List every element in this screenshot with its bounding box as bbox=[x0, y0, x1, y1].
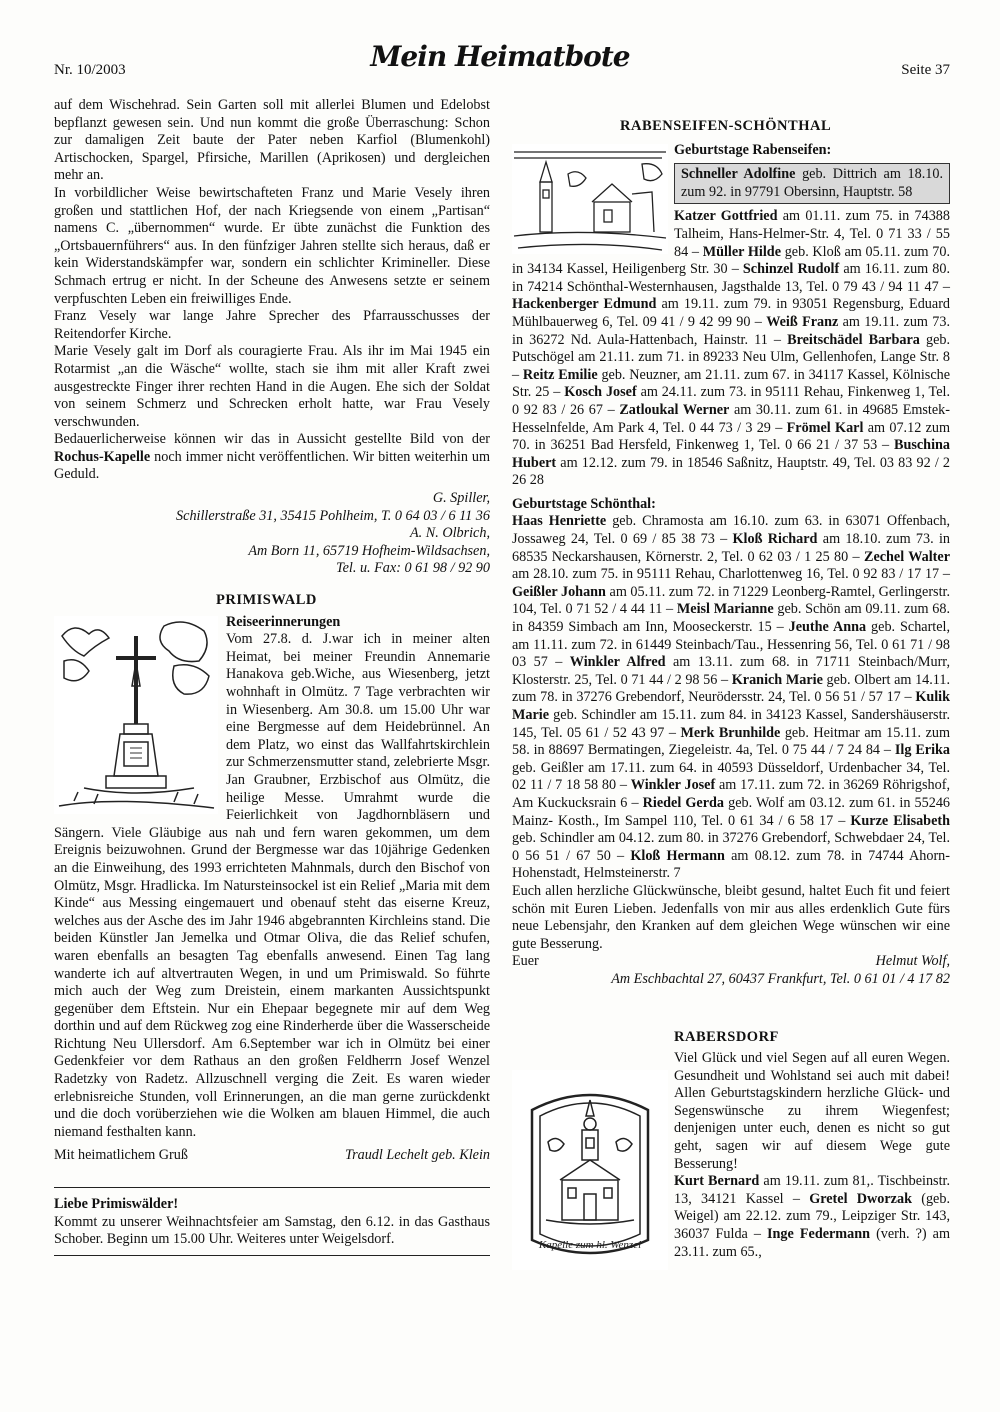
cross-illustration bbox=[54, 616, 218, 814]
box-text: Kommt zu unserer Weihnachtsfeier am Samstag, den 6.12. in das Gasthaus Schober. Beginn um 15.00 Uhr. Weiteres unter Weigelsdorf. bbox=[54, 1213, 490, 1248]
page-number: Seite 37 bbox=[901, 62, 950, 78]
signature: A. N. Olbrich, bbox=[410, 525, 490, 542]
birthday-list-schoenthal: Haas Henriette geb. Chramosta am 16.10. zum 63. in 63071 Offenbach, Jossaweg 24, Tel. 0 69 / 85 38 73 – Kloß Richard am 18.10. zum 73. in 68535 Neckarshausen, Körnerstr. 2, Tel. 0 62 03 / 1 25 80 – Zechel Walter am 28.10. zum 75. in 95111 Rehau, Charlottenweg 16, Tel. 0 92 83 / 17 17 – Geißler Johann am 05.11. zum 72. in 71229 Leonberg-Ramtel, Gerlingerstr. 104, Tel. 0 71 52 / 4 44 11 – Meisl Marianne geb. Schön am 09.11. zum 68. in 84359 Simbach am Inn, Mooseckerstr. 15 – Jeuthe Anna geb. Schartel, am 11.11. zum 72. in 61449 Steinbach/Tau., Hessenring 56, Tel. 0 61 71 / 98 03 57 – Winkler Alfred am 13.11. zum 68. in 71711 Steinbach/Murr, Klosterstr. 25, Tel. 0 71 44 / 2 98 56 – Kranich Marie geb. Olbert am 14.11. zum 78. in 37276 Grebendorf, Neurödersstr. 24, Tel. 0 56 51 / 57 17 – Kulik Marie geb. Schindler am 15.11. zum 84. in 34123 Kassel, Sandershäuserstr. 145, Tel. 05 61 / 52 43 97 – Merk Brunhilde geb. Heitmar am 15.11. zum 58. in 88697 Bermatingen, Ziegeleistr. 4a, Tel. 0 75 44 / 7 24 84 – Ilg Erika geb. Geißler am 17.11. zum 64. in 40593 Düsseldorf, Urdenbacher 34, Tel. 02 11 / 7 18 58 80 – Winkler Josef am 17.11. zum 72. in 36269 Röhrigshof, Am Kuckucksrain 6 – Riedel Gerda geb. Wolf am 03.12. zum 61. in 55246 Mainz- Kosth., Im Sampel 110, Tel. 0 61 34 / 6 58 17 – Kurze Elisabeth geb. Schindler am 04.12. zum 80. in 37276 Grebendorf, Schwebdaer 24, Tel. 0 56 51 / 67 50 – Kloß Hermann am 08.12. zum 78. in 74744 Ahorn-Hohenstadt, Helmsteinerstr. 7 bbox=[512, 513, 951, 882]
masthead-title: Mein Heimatbote bbox=[370, 40, 630, 73]
paragraph-rochus: Bedauerlicherweise können wir das in Aussicht gestellte Bild von der Rochus-Kapelle noch immer nicht veröffentlichen. Wir bitten weiterhin um Geduld. bbox=[54, 431, 491, 483]
highlight-box: Schneller Adolfine geb. Dittrich am 18.10. zum 92. in 97791 Obersinn, Hauptstr. 58 bbox=[674, 163, 950, 204]
subtitle-reiseerinnerungen: Reiseerinnerungen bbox=[226, 613, 341, 630]
signature-address: Am Eschbachtal 27, 60437 Frankfurt, Tel. 0 61 01 / 4 17 82 bbox=[611, 970, 950, 987]
birthday-list-rabersdorf: Kurt Bernard am 19.11. zum 81,. Tischbeinstr. 13, 34121 Kassel – Gretel Dworzak (geb. Weigel) am 22.12. zum 79., Leipziger Str. 143, 36037 Fulda – Inge Federmann (verh. ?) am 23.11. zum 65., bbox=[674, 1173, 951, 1260]
greeting: Mit heimatlichem Gruß bbox=[54, 1147, 188, 1164]
issue-number: Nr. 10/2003 bbox=[54, 62, 126, 78]
paragraph: auf dem Wischehrad. Sein Garten soll mit allerlei Blumen und Edelobst bepflanzt gewesen sein. Und nun kommt die große Überraschung: Schon zur damaligen Zeit baute der Pater neben Karfiol (Blumenkohl) Artischocken, Spargel, Pfirsiche, Marillen (Aprikosen) und dergleichen mehr an. bbox=[54, 97, 490, 184]
emblem-label: Kapelle zum hl. Wenzel bbox=[538, 1239, 642, 1252]
signature: Am Born 11, 65719 Hofheim-Wildsachsen, bbox=[248, 542, 490, 559]
signature-name: Helmut Wolf, bbox=[875, 953, 950, 970]
birthday-list-rabenseifen: Katzer Gottfried am 01.11. zum 75. in 74388 Talheim, Hans-Helmer-Str. 4, Tel. 0 71 33 / 55 84 – Müller Hilde geb. Kloß am 05.11. zum 70. in 34134 Kassel, Heiligenberg Str. 30 – Schinzel Rudolf am 16.11. zum 80. in 74214 Schönthal-Westernhausen, Jagsthalde 13, Tel. 0 79 43 / 94 11 47 – Hackenberger Edmund am 19.11. zum 79. in 93051 Regensburg, Eduard Mühlbauerweg 6, Tel. 09 41 / 9 42 99 90 – Weiß Franz am 19.11. zum 73. in 36272 Nd. Aula-Hattenbach, Hainstr. 11 – Breitschädel Barbara geb. Putschögel am 21.11. zum 71. in 89233 Neu Ulm, Gellenhofen, Lange Str. 8 – Reitz Emilie geb. Neuzner, am 21.11. zum 67. in 34117 Kassel, Kölnische Str. 25 – Kosch Josef am 24.11. zum 73. in 95111 Rehau, Finkenweg 1, Tel. 0 92 83 / 26 67 – Zatloukal Werner am 30.11. zum 61. in 49685 Emstek-Hesselnfelde, Am Park 4, Tel. 0 44 73 / 3 29 – Frömel Karl am 07.12 zum 70. in 36251 Bad Hersfeld, Finkenweg 1, Tel. 0 66 21 / 37 53 – Buschina Hubert am 12.12. zum 79. in 18546 Saßnitz, Hauptstr. 49, Tel. 03 83 92 / 2 26 28 bbox=[512, 208, 951, 489]
divider bbox=[54, 1255, 490, 1256]
section-title-primiswald: PRIMISWALD bbox=[216, 592, 317, 609]
paragraph: Franz Vesely war lange Jahre Sprecher des Pfarrausschusses der Reitendorfer Kirche. bbox=[54, 308, 490, 342]
euer: Euer bbox=[512, 953, 539, 970]
church-illustration bbox=[512, 144, 668, 254]
paragraph: In vorbildlicher Weise bewirtschafteten Franz und Marie Vesely ihren großen und stattlichen Hof, der nach Kriegsende von einem „Partisan“ namens C. „übernommen“ wurde. Er übte zunächst die Funktion des „Ortsbauernführers“ aus. In den fünfziger Jahren stellte sich heraus, daß er kein Widerstandskämpfer war, sondern ein schlichter Krimineller. Diese Schmach ertrug er nicht. In der Scheune des Anwesens setzte er seinem verpfuschten Leben ein freiwilliges Ende. bbox=[54, 184, 490, 307]
rochus-bold: Rochus-Kapelle bbox=[54, 448, 151, 465]
box-title: Liebe Primiswälder! bbox=[54, 1196, 179, 1213]
section-title-rabenseifen: RABENSEIFEN-SCHÖNTHAL bbox=[620, 118, 832, 134]
signature: G. Spiller, bbox=[432, 490, 490, 507]
section-title-rabersdorf: RABERSDORF bbox=[674, 1028, 779, 1045]
story-text: Vom 27.8. d. J.war ich in meiner alten Heimat, bei meiner Freundin Annemarie Hanakova geb.Wiche, aus Wiesenberg, jetzt wohnhaft in Olmütz. 7 Tage verbrachten wir in Wiesenberg. Am 30.8. um 15.00 Uhr war eine Bergmesse auf dem Heidebrünnel. An dem Platz, wo einst das Wallfahrtskirchlein zur Schmerzensmutter stand, zelebrierte Msgr. Jan Graubner, Erzbischof aus Olmütz, die heilige Messe. Umrahmt wurde die Feierlichkeit von Jagdhornbläsern und Sängern. Viele Gläubige aus nah und fern waren gekommen, um dem Ereignis beizuwohnen. Grund der Bergmesse war das 10jährige Gedenken an die Einweihung, des 1993 errichteten Mahnmals, durch den Bischof von Olmütz, Msgr. Hradlicka. Im Natursteinsockel ist ein Relief „Maria mit dem Kinde“ aus Messing eingemauert und obenauf steht das eiserne Kreuz, welches aus der Asche des im Jahr 1946 abgebrannten Kirchleins stand. Die beiden Künstler Jan Jemelka und Otmar Oliva, die das Relief schufen, waren ebenfalls an besagten Tag ebenfalls anwesend. Einen Tag lang wanderte ich auf altvertrauten Wegen, in und um Primiswald. So führte mich auch der Weg zum Dreistein, einem markanten Aussichtspunkt gegenüber dem Eftstein. Nur ein Ehepaar begegnete mir auf dem Weg dorthin und auf dem Rückweg zog eine Rinderherde über die Wasserscheide Richtung Neu Ullersdorf. Am 6.September war ich in Olmütz bei einer Gedenkfeier vor dem Rathaus an den großen Feldherrn Josef Wenzel Radetzky von Radetz. Allzuschnell verging die Zeit. Es waren wieder erlebnisreiche Stunden, voll Erinnerungen, an die man gerne zurückdenkt und die doch vorüberziehen wie die Wolken am blauen Himmel, die auch niemand festhalten kann. bbox=[54, 631, 490, 1140]
birthdays-schoenthal-title: Geburtstage Schönthal: bbox=[512, 495, 656, 512]
paragraph: Marie Vesely galt im Dorf als couragierte Frau. Als ihr im Mai 1945 ein Rotarmist „an die Wäsche“ wollte, stach sie ihm mit aller Kraft zwei ausgestreckte Finger ihrer rechten Hand in die Augen. Ehe sich der Soldat von seinem Schmerz und Schrecken erholt hatte, war Frau Vesely verschwunden. bbox=[54, 343, 490, 430]
author: Traudl Lechelt geb. Klein bbox=[344, 1147, 490, 1164]
birthdays-rabenseifen-title: Geburtstage Rabenseifen: bbox=[674, 141, 832, 158]
left-column bbox=[54, 97, 490, 1262]
divider bbox=[54, 1187, 490, 1188]
rabersdorf-text: Viel Glück und viel Segen auf all euren Wegen. Gesundheit und Wohlstand sei auch mit dabei! Allen Geburtstagskindern herzliche Glück- und Segenswünsche zu ihrem Wiegenfest; denjenigen unter euch, denen es nicht so gut geht, sagen wir auf diesem Wege gute Besserung! bbox=[674, 1050, 950, 1172]
signature: Schillerstraße 31, 35415 Pohlheim, T. 0 64 03 / 6 11 36 bbox=[176, 507, 490, 524]
wishes-text: Euch allen herzliche Glückwünsche, bleibt gesund, haltet Euch fit und feiert schön mit Euren Lieben. Jedenfalls von mir aus alles erdenklich Gute fürs neue Lebensjahr, den Kranken auf dem gleichen Wege wünschen wir eine gute Besserung. bbox=[512, 882, 950, 952]
church-emblem bbox=[512, 1070, 668, 1270]
right-column bbox=[512, 118, 950, 1270]
signature: Tel. u. Fax: 0 61 98 / 92 90 bbox=[336, 560, 490, 577]
